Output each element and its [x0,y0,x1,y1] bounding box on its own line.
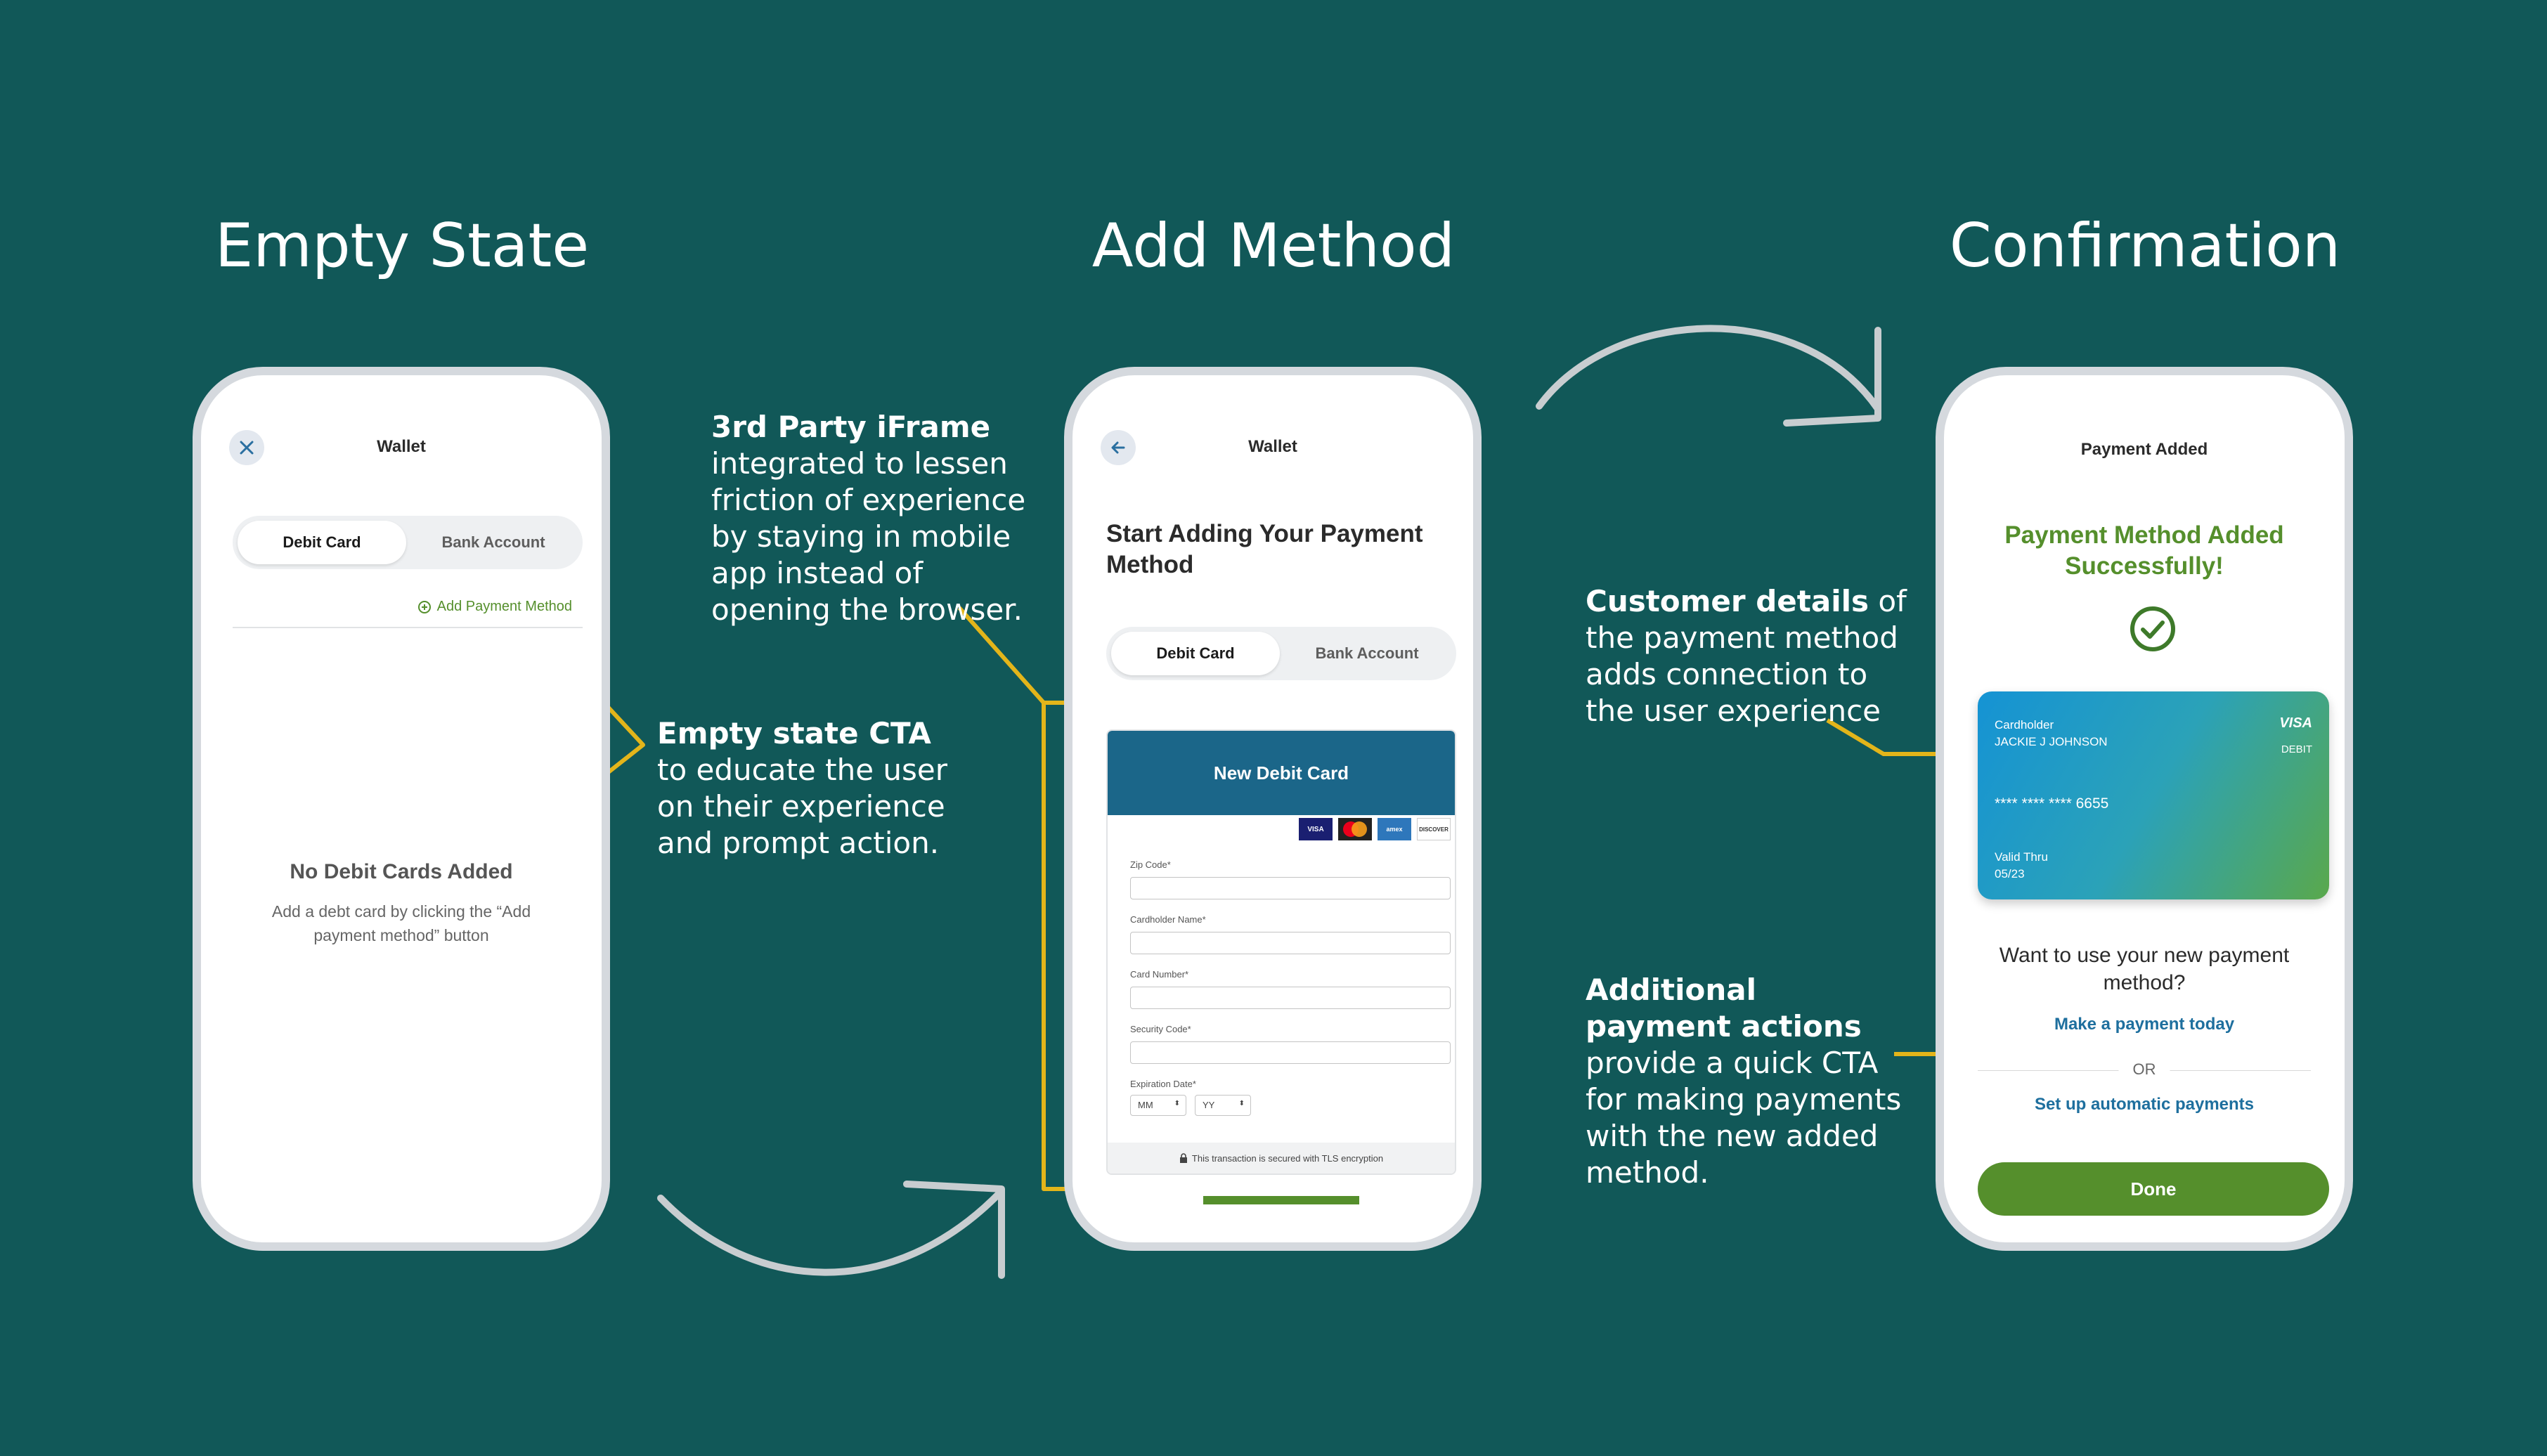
annotation-customer [1586,583,1909,729]
header-title: Wallet [1248,437,1297,456]
or-text: OR [2119,1060,2170,1079]
secure-note-text: This transaction is secured with TLS encryption [1191,1152,1384,1164]
cardholder-label: Cardholder [1995,718,2054,732]
header-title: Wallet [377,437,426,456]
card-last4: 6655 [2075,795,2109,812]
mastercard-logo [1338,818,1372,840]
annotation-customer-bold: Customer details [1586,584,1869,618]
or-divider [1978,1060,2311,1081]
header-title: Payment Added [2080,440,2208,459]
empty-title: No Debit Cards Added [290,860,513,883]
annotation-iframe [711,409,1035,628]
add-payment-method-link[interactable] [417,599,572,615]
card-logos [1299,818,1451,840]
annotation-cta-bold: Empty state CTA [657,716,931,750]
valid-thru-label: Valid Thru [1995,850,2048,864]
flow-arrow-top [1539,328,1878,409]
debit-card [1978,691,2329,899]
empty-description: Add a debt card by clicking the “Add payment method” button [271,902,531,944]
payment-type-toggle [1106,627,1456,680]
success-message: Payment Method Added Successfully! [2004,521,2284,580]
tab-bank-account[interactable]: Bank Account [441,533,545,551]
tab-bank-account[interactable]: Bank Account [1315,644,1419,662]
security-code-input[interactable] [1130,1041,1451,1064]
tab-debit-card[interactable]: Debit Card [1111,632,1280,675]
page-heading: Start Adding Your Payment Method [1106,520,1423,578]
make-payment-link[interactable]: Make a payment today [2054,1015,2235,1034]
zip-code-input[interactable] [1130,877,1451,899]
annotation-additional [1586,972,1909,1191]
amex-logo: amex [1378,818,1411,840]
card-number [1995,795,2108,812]
flow-arrow-bottom [661,1191,1002,1273]
section-title-empty-state: Empty State [214,211,590,281]
section-title-confirmation: Confirmation [1949,211,2341,281]
cardholder-name-input[interactable] [1130,932,1451,954]
add-payment-method-label: Add Payment Method [436,599,572,614]
iframe-title: New Debit Card [1108,731,1455,815]
card-number-input[interactable] [1130,987,1451,1009]
payment-iframe [1106,729,1456,1175]
tab-debit-card[interactable]: Debit Card [238,521,406,564]
card-number-label: Card Number* [1130,969,1189,980]
chevron-up-down-icon: ⬍ [1174,1100,1180,1107]
security-code-label: Security Code* [1130,1024,1191,1034]
plus-circle-icon [417,600,432,614]
lock-icon [1179,1153,1188,1163]
annotation-customer-text: of the payment method adds connection to the user experience [1586,584,1907,728]
divider [233,627,583,628]
continue-button-partial[interactable] [1203,1196,1359,1204]
annotation-iframe-bold: 3rd Party iFrame [711,410,991,444]
section-title-add-method: Add Method [1091,211,1456,281]
expiration-label: Expiration Date* [1130,1079,1196,1089]
expiration-month-select[interactable] [1130,1095,1186,1116]
secure-note [1108,1143,1455,1174]
cardholder-name: JACKIE J JOHNSON [1995,735,2108,748]
phone-confirmation [1936,367,2353,1251]
zip-code-label: Zip Code* [1130,859,1171,870]
annotation-cta [657,715,970,862]
year-value: YY [1203,1100,1215,1110]
phone-empty-state [193,367,610,1251]
cardholder-name-label: Cardholder Name* [1130,914,1206,925]
follow-up-question: Want to use your new payment method? [1999,944,2290,994]
annotation-iframe-text: integrated to lessen friction of experience by staying in mobile app instead of opening the browser. [711,446,1026,627]
annotation-cta-text: to educate the user on their experience and prompt action. [657,753,948,860]
payment-type-toggle [233,516,583,569]
expiration-year-select[interactable] [1195,1095,1251,1116]
phone-add-method [1064,367,1482,1251]
card-brand: VISA [2279,715,2312,731]
card-number-mask: **** **** **** [1995,795,2072,812]
discover-logo: DISCOVER [1417,818,1451,840]
chevron-up-down-icon: ⬍ [1238,1100,1245,1107]
done-button[interactable]: Done [1978,1162,2329,1216]
valid-thru-value: 05/23 [1995,867,2025,880]
annotation-additional-text: provide a quick CTA for making payments with the new added method. [1586,1046,1902,1190]
visa-logo: VISA [1299,818,1333,840]
month-value: MM [1138,1100,1153,1110]
auto-payments-link[interactable]: Set up automatic payments [2034,1095,2255,1114]
annotation-additional-bold: Additional payment actions [1586,973,1862,1044]
check-circle-icon [2130,606,2176,652]
card-type: DEBIT [2281,743,2312,755]
